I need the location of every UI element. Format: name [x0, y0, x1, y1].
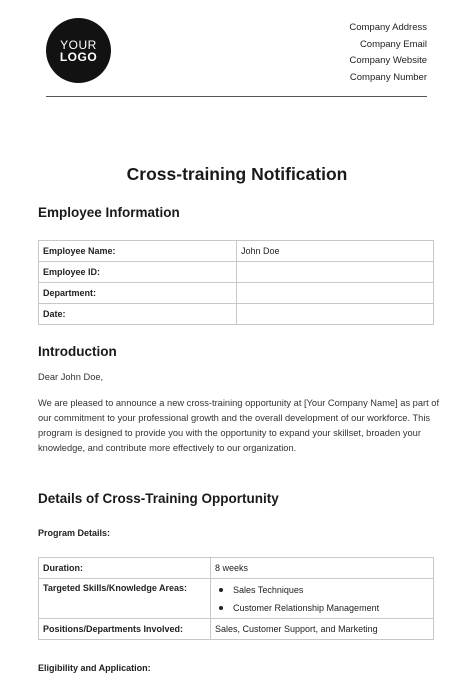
- employee-name-value: John Doe: [237, 241, 434, 262]
- eligibility-label: Eligibility and Application:: [38, 663, 151, 673]
- positions-value: Sales, Customer Support, and Marketing: [211, 619, 434, 640]
- employee-name-label: Employee Name:: [39, 241, 237, 262]
- program-details-table: [38, 557, 434, 640]
- table-row: [39, 304, 434, 325]
- employee-info-heading: Employee Information: [38, 205, 180, 220]
- table-row: [39, 262, 434, 283]
- skills-list: [211, 579, 434, 619]
- date-label: Date:: [39, 304, 237, 325]
- logo-line-1: YOUR: [60, 37, 97, 52]
- list-item: [215, 581, 429, 599]
- company-address: Company Address: [349, 22, 427, 33]
- employee-id-label: Employee ID:: [39, 262, 237, 283]
- company-number: Company Number: [349, 71, 427, 83]
- date-value: [237, 304, 434, 325]
- introduction-greeting: Dear John Doe,: [38, 372, 104, 382]
- table-row: [39, 579, 434, 619]
- introduction-heading: Introduction: [38, 344, 117, 359]
- list-item: [215, 599, 429, 617]
- department-label: Department:: [39, 283, 237, 304]
- duration-value: 8 weeks: [211, 558, 434, 579]
- company-contact-block: [349, 20, 427, 86]
- logo-line-2: LOGO: [59, 49, 98, 64]
- skill-item: Customer Relationship Management: [233, 603, 380, 613]
- company-logo: [46, 18, 111, 83]
- duration-label: Duration:: [39, 558, 211, 579]
- bullet-icon: [219, 588, 223, 592]
- company-email: Company Email: [359, 38, 427, 50]
- employee-info-table: [38, 240, 434, 325]
- skill-item: Sales Techniques: [233, 585, 304, 595]
- company-website: Company Website: [349, 55, 427, 66]
- positions-label: Positions/Departments Involved:: [39, 619, 211, 640]
- bullet-icon: [219, 606, 223, 610]
- program-details-label: Program Details:: [38, 528, 111, 538]
- header-divider: [46, 96, 427, 97]
- introduction-body: We are pleased to announce a new cross-training opportunity at [Your Company Name] as part of our commitment to your professional growth and the overall development of our workforce. This program is designed to provide you with the opportunity to expand your skillset, broaden your knowledge, and contribute more effectively to our organization.: [38, 398, 440, 453]
- employee-id-value: [237, 262, 434, 283]
- table-row: [39, 283, 434, 304]
- document-title: Cross-training Notification: [126, 164, 348, 184]
- table-row: [39, 241, 434, 262]
- skills-label: Targeted Skills/Knowledge Areas:: [39, 579, 211, 619]
- department-value: [237, 283, 434, 304]
- table-row: [39, 558, 434, 579]
- details-heading: Details of Cross-Training Opportunity: [38, 491, 279, 506]
- table-row: [39, 619, 434, 640]
